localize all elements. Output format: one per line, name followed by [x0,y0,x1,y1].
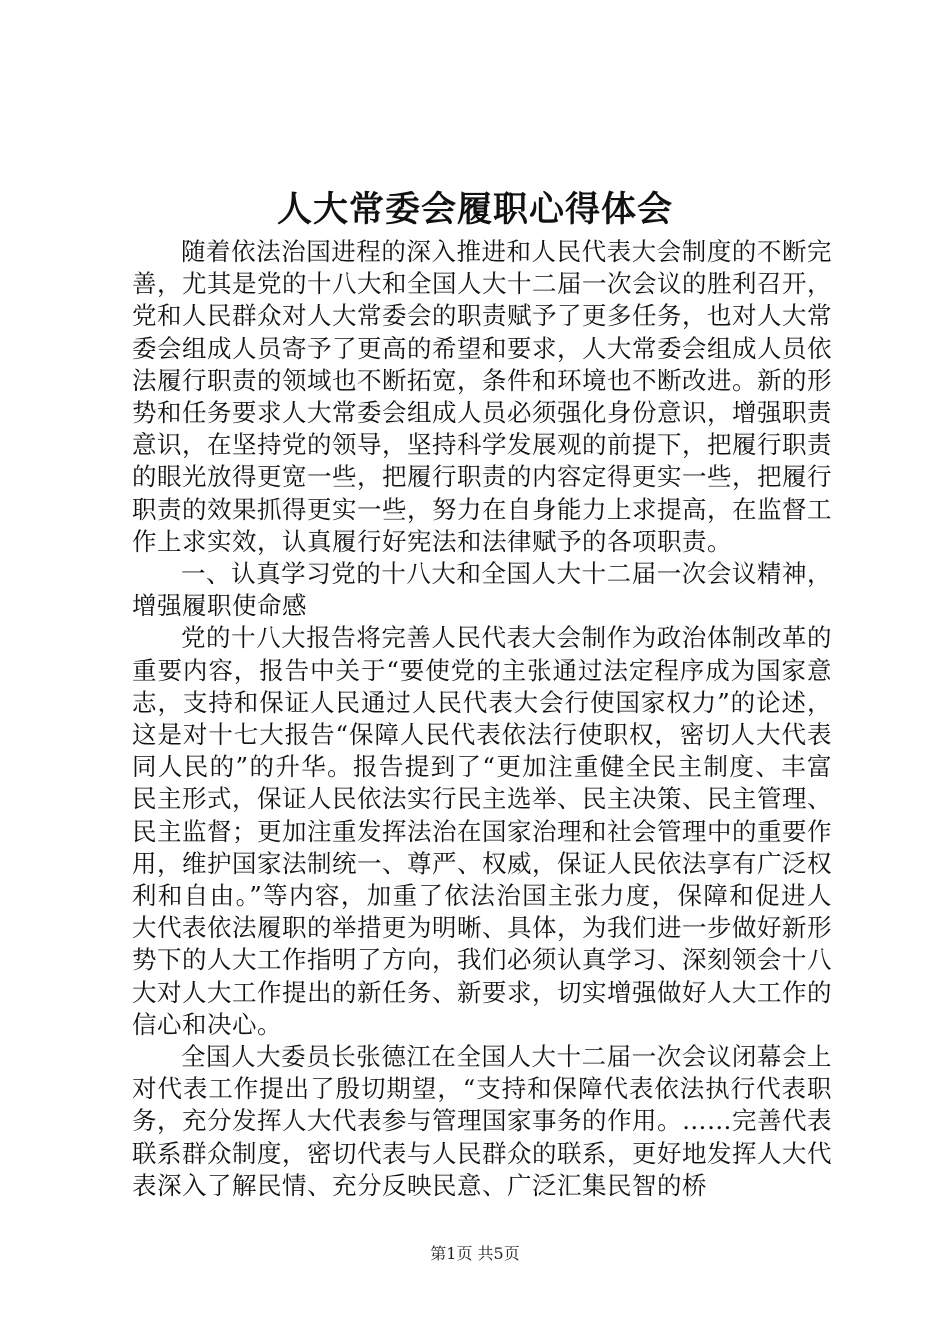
paragraph-intro: 随着依法治国进程的深入推进和人民代表大会制度的不断完善，尤其是党的十八大和全国人大十二届一次会议的胜利召开，党和人民群众对人大常委会的职责赋予了更多任务，也对人大常委会组成人员寄予了更高的希望和要求，人大常委会组成人员依法履行职责的领域也不断拓宽，条件和环境也不断改进。新的形势和任务要求人大常委会组成人员必须强化身份意识，增强职责意识，在坚持党的领导，坚持科学发展观的前提下，把履行职责的眼光放得更宽一些，把履行职责的内容定得更实一些，把履行职责的效果抓得更实一些，努力在自身能力上求提高，在监督工作上求实效，认真履行好宪法和法律赋予的各项职责。 [132,237,832,556]
document-body [132,236,832,1202]
section-heading-1: 一、认真学习党的十八大和全国人大十二届一次会议精神，增强履职使命感 [132,559,832,621]
paragraph-chairman: 全国人大委员长张德江在全国人大十二届一次会议闭幕会上对代表工作提出了殷切期望，“支持和保障代表依法执行代表职务，充分发挥人大代表参与管理国家事务的作用。……完善代表联系群众制度，密切代表与人民群众的联系，更好地发挥人大代表深入了解民情、充分反映民意、广泛汇集民智的桥 [132,1042,832,1200]
page-footer: 第1页 共5页 [430,1244,520,1263]
document-title: 人大常委会履职心得体会 [276,189,673,230]
paragraph-report: 党的十八大报告将完善人民代表大会制作为政治体制改革的重要内容，报告中关于“要使党的主张通过法定程序成为国家意志，支持和保证人民通过人民代表大会行使国家权力”的论述，这是对十七大报告“保障人民代表依法行使职权，密切人大代表同人民的”的升华。报告提到了“更加注重健全民主制度、丰富民主形式，保证人民依法实行民主选举、民主决策、民主管理、民主监督；更加注重发挥法治在国家治理和社会管理中的重要作用，维护国家法制统一、尊严、权威，保证人民依法享有广泛权利和自由。”等内容，加重了依法治国主张力度，保障和促进人大代表依法履职的举措更为明晰、具体，为我们进一步做好新形势下的人大工作指明了方向，我们必须认真学习、深刻领会十八大对人大工作提出的新任务、新要求，切实增强做好人大工作的信心和决心。 [132,623,832,1039]
